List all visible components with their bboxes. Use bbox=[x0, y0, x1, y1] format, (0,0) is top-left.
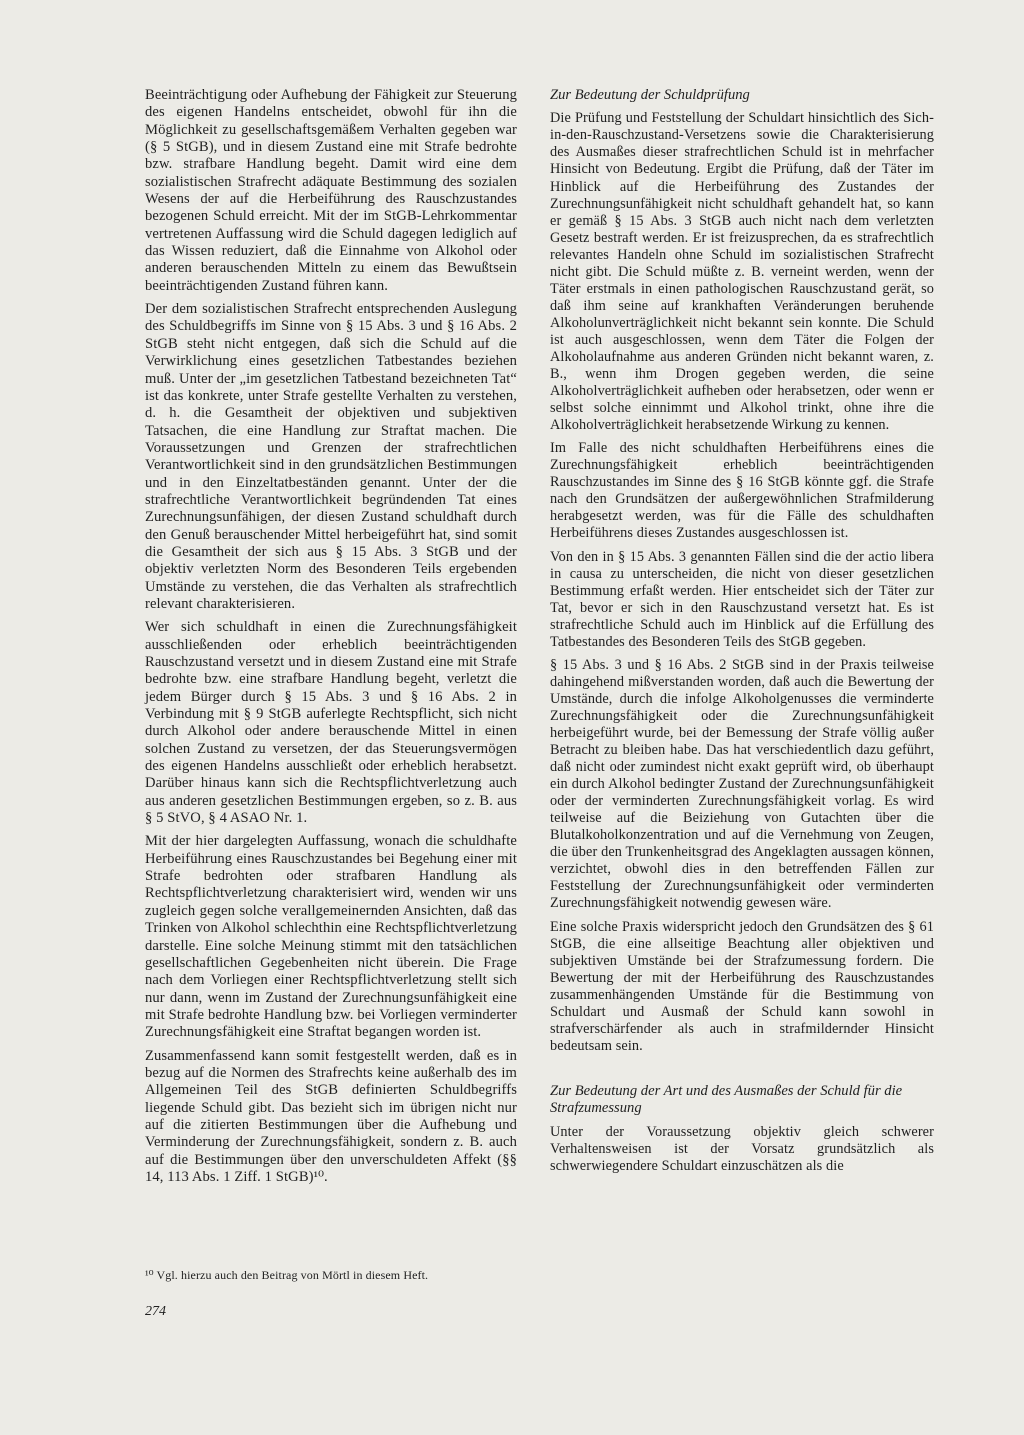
footnote: ¹⁰ Vgl. hierzu auch den Beitrag von Mörtl in diesem Heft. bbox=[145, 1268, 429, 1282]
page-number: 274 bbox=[145, 1304, 166, 1319]
paragraph: Wer sich schuldhaft in einen die Zurechnungsfähigkeit ausschließenden oder erheblich beeinträchtigenden Rauschzustand versetzt und in diesem Zustand eine mit Strafe bedrohte bzw. eine strafbare Handlung begeht, verletzt die jedem Bürger durch § 15 Abs. 3 und § 16 Abs. 2 in Verbindung mit § 9 StGB auferlegte Rechtspflicht, sich nicht durch Alkohol oder andere berauschende Mittel in einen solchen Zustand zu versetzen, der das Steuerungsvermögen des eigenen Handelns ausschließt oder erheblich herabsetzt. Darüber hinaus kann sich die Rechtspflichtverletzung auch aus anderen gesetzlichen Bestimmungen ergeben, so z. B. aus § 5 StVO, § 4 ASAO Nr. 1. bbox=[145, 619, 517, 827]
paragraph: Zusammenfassend kann somit festgestellt werden, daß es in bezug auf die Normen des Strafrechts keine außerhalb des im Allgemeinen Teil des StGB definierten Schuldbegriffs liegende Schuld gibt. Das bezieht sich im übrigen nicht nur auf die zitierten Bestimmungen über die Aufhebung und Verminderung der Zurechnungsfähigkeit, sondern z. B. auch auf die Bestimmungen über den unverschuldeten Affekt (§§ 14, 113 Abs. 1 Ziff. 1 StGB)¹⁰. bbox=[145, 1047, 517, 1185]
section-gap bbox=[550, 1061, 934, 1083]
paragraph: Beeinträchtigung oder Aufhebung der Fähigkeit zur Steuerung des eigenen Handelns entscheidet, obwohl für ihn die Möglichkeit zu gesellschaftsgemäßem Verhalten gegeben war (§ 5 StGB), und in diesem Zustand eine mit Strafe bedrohte bzw. strafbare Handlung begeht. Damit wird eine dem sozialistischen Strafrecht adäquate Bestimmung des sozialen Wesens der auf die Herbeiführung des Rauschzustandes bezogenen Schuld erreicht. Mit der im StGB-Lehrkommentar vertretenen Auffassung wird die Schuld dagegen lediglich auf das Wissen reduziert, daß die Einnahme von Alkohol oder anderen berauschenden Mitteln zu einem das Bewußtsein beeinträchtigenden Zustand führen kann. bbox=[145, 87, 517, 294]
paragraph: Die Prüfung und Feststellung der Schuldart hinsichtlich des Sich-in-den-Rauschzustand-Versetzens sowie die Charakterisierung des Ausmaßes dieser strafrechtlichen Schuld ist in mehrfacher Hinsicht von Bedeutung. Ergibt die Prüfung, daß der Täter im Hinblick auf die Herbeiführung des Zustandes der Zurechnungsunfähigkeit nicht schuldhaft gehandelt hat, so kann er gemäß § 15 Abs. 3 StGB auch nicht nach dem verletzten Gesetz bestraft werden. Er ist freizusprechen, da es strafrechtlich relevantes Handeln ohne Schuld im sozialistischen Strafrecht nicht gibt. Die Schuld müßte z. B. verneint werden, wenn der Täter erstmals in einen pathologischen Rauschzustand gerät, so daß ihm seine auf krankhaften Veränderungen beruhende Alkoholunverträglichkeit nicht bekannt sein konnte. Die Schuld ist auch ausgeschlossen, wenn dem Täter die Folgen der Alkoholaufnahme aus anderen Gründen nicht bekannt waren, z. B., wenn ihm Drogen gegeben werden, die seine Alkoholverträglichkeit aufheben oder herabsetzen, oder wenn er selbst solche einnimmt und Alkohol trinkt, ohne ihre die Alkoholverträglichkeit herabsetzende Wirkung zu kennen. bbox=[550, 110, 934, 434]
paragraph: Mit der hier dargelegten Auffassung, wonach die schuldhafte Herbeiführung eines Rauschzustandes bei Begehung einer mit Strafe bedrohten oder strafbaren Handlung als Rechtspflichtverletzung charakterisiert wird, wenden wir uns zugleich gegen solche verallgemeinernden Ansichten, daß das Trinken von Alkohol schlechthin eine Rechtspflichtverletzung darstelle. Eine solche Meinung stimmt mit den tatsächlichen gesellschaftlichen Gegebenheiten nicht überein. Die Frage nach dem Vorliegen einer Rechtspflichtverletzung stellt sich nur dann, wenn im Zustand der Zurechnungsunfähigkeit eine mit Strafe bedrohte Handlung bzw. bei Vorliegen verminderter Zurechnungsfähigkeit eine Straftat begangen worden ist. bbox=[145, 833, 517, 1041]
paragraph: Unter der Voraussetzung objektiv gleich schwerer Verhaltensweisen ist der Vorsatz grundsätzlich als schwerwiegendere Schuldart einzuschätzen als die bbox=[550, 1123, 934, 1174]
right-column bbox=[550, 87, 934, 1181]
paragraph: Der dem sozialistischen Strafrecht entsprechenden Auslegung des Schuldbegriffs im Sinne von § 15 Abs. 3 und § 16 Abs. 2 StGB steht nicht entgegen, daß sich die Schuld auf die Verwirklichung eines gesetzlichen Tatbestandes beziehen muß. Unter der „im gesetzlichen Tatbestand bezeichneten Tat“ ist das konkrete, unter Strafe gestellte Verhalten zu verstehen, d. h. die Gesamtheit der objektiven und subjektiven Tatsachen, die eine Handlung zur Straftat machen. Die Voraussetzungen und Grenzen der strafrechtlichen Verantwortlichkeit sind in den grundsätzlichen Bestimmungen und in den Einzeltatbeständen genannt. Unter der die strafrechtliche Verantwortlichkeit begründenden Tat eines Zurechnungsunfähigen, der diesen Zustand schuldhaft durch den Genuß berauschender Mittel herbeigeführt hat, sind somit die Gesamtheit der sich aus § 15 Abs. 3 StGB und der objektiv verletzten Norm des Besonderen Teils ergebenden Umstände zu verstehen, die das Verhalten als strafrechtlich relevant charakterisieren. bbox=[145, 301, 517, 612]
paragraph: § 15 Abs. 3 und § 16 Abs. 2 StGB sind in der Praxis teilweise dahingehend mißverstanden worden, daß auch die Bewertung der Umstände, durch die infolge Alkoholgenusses die verminderte Zurechnungsfähigkeit oder die Zurechnungsunfähigkeit herbeigeführt wurde, bei der Bemessung der Strafe völlig außer Betracht zu bleiben habe. Das hat verschiedentlich dazu geführt, daß nicht oder zumindest nicht exakt geprüft wird, ob überhaupt ein durch Alkohol bedingter Zustand der Zurechnungsunfähigkeit oder der verminderten Zurechnungsfähigkeit vorlag. Es wird teilweise auf die Beiziehung von Gutachten über die Blutalkoholkonzentration und auf die Vernehmung von Zeugen, die über den Trunkenheitsgrad des Angeklagten aussagen können, verzichtet, obwohl dies in den betreffenden Fällen zur Feststellung der Zurechnungsunfähigkeit oder verminderten Zurechnungsfähigkeit notwendig gewesen wäre. bbox=[550, 656, 934, 912]
paragraph: Im Falle des nicht schuldhaften Herbeiführens eines die Zurechnungsfähigkeit erheblich beeinträchtigenden Rauschzustandes im Sinne des § 16 StGB könnte ggf. die Strafe nach den Grundsätzen der außergewöhnlichen Strafmilderung herabgesetzt werden, was für die Fälle des schuldhaften Herbeiführens dieses Zustandes ausgeschlossen ist. bbox=[550, 440, 934, 542]
left-column bbox=[145, 87, 517, 1192]
section-heading: Zur Bedeutung der Schuldprüfung bbox=[550, 87, 750, 103]
paragraph: Von den in § 15 Abs. 3 genannten Fällen sind die der actio libera in causa zu unterscheiden, die nicht von dieser gesetzlichen Bestimmung erfaßt werden. Hier entscheidet sich der Täter zur Tat, bevor er sich in den Rauschzustand versetzt hat. Es ist strafrechtliche Schuld auch im Hinblick auf die Erfüllung des Tatbestandes des Besonderen Teils des StGB gegeben. bbox=[550, 548, 934, 650]
paragraph: Eine solche Praxis widerspricht jedoch den Grundsätzen des § 61 StGB, die eine allseitige Beachtung aller objektiven und subjektiven Umstände bei der Strafzumessung fordern. Die Bewertung der mit der Herbeiführung des Rauschzustandes zusammenhängenden Umstände für die Bestimmung von Schuldart und Ausmaß der Schuld kann sowohl in strafverschärfender als auch in strafmildernder Hinsicht bedeutsam sein. bbox=[550, 918, 934, 1054]
section-heading: Zur Bedeutung der Art und des Ausmaßes der Schuld für die Strafzumessung bbox=[550, 1082, 903, 1117]
